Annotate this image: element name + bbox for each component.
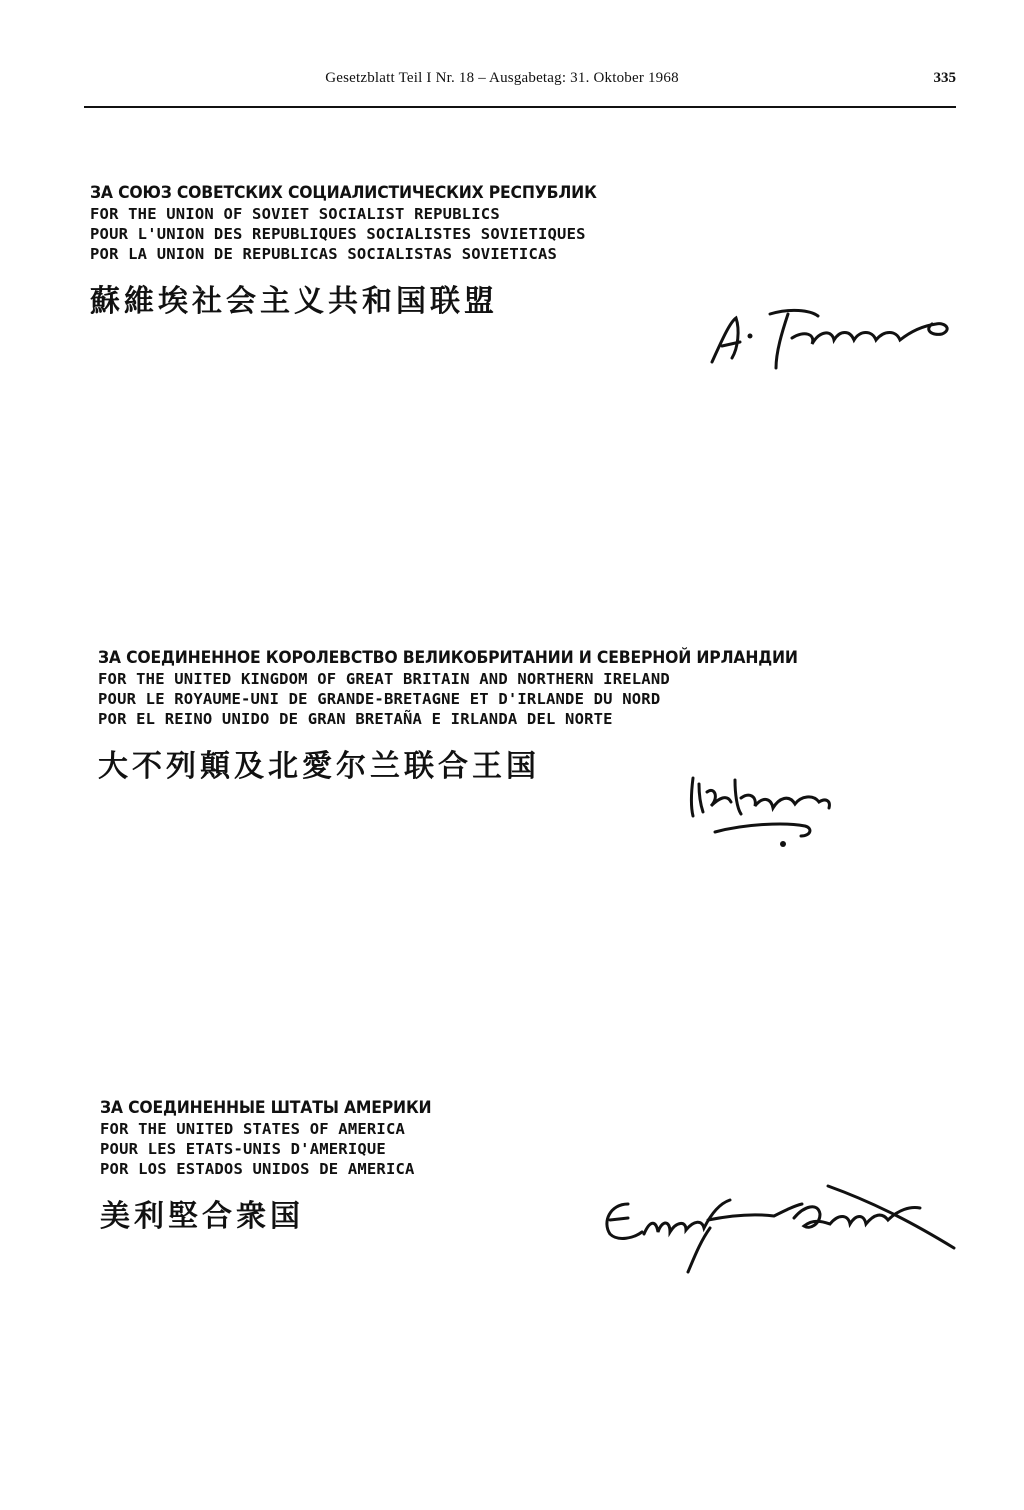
block-line-french: POUR LE ROYAUME-UNI DE GRANDE-BRETAGNE ET D'IRLANDE DU NORD [98, 690, 661, 708]
block-line-english: FOR THE UNITED KINGDOM OF GREAT BRITAIN AND NORTHERN IRELAND [98, 670, 670, 688]
block-line-french: POUR L'UNION DES REPUBLIQUES SOCIALISTES SOVIETIQUES [90, 225, 586, 243]
block-line-french: POUR LES ETATS-UNIS D'AMERIQUE [100, 1140, 386, 1158]
page-number: 335 [933, 70, 956, 86]
block-line-russian: ЗА СОЮЗ СОВЕТСКИХ СОЦИАЛИСТИЧЕСКИХ РЕСПУБЛИК [90, 183, 597, 203]
signatory-block-usa [100, 1098, 460, 1235]
block-line-russian: ЗА СОЕДИНЕННОЕ КОРОЛЕВСТВО ВЕЛИКОБРИТАНИИ И СЕВЕРНОЙ ИРЛАНДИИ [98, 648, 798, 668]
signature-1 [700, 300, 960, 375]
block-line-spanish: POR LOS ESTADOS UNIDOS DE AMERICA [100, 1160, 415, 1178]
signatory-block-ussr [90, 183, 641, 320]
signature-3 [598, 1180, 968, 1280]
block-line-english: FOR THE UNION OF SOVIET SOCIALIST REPUBLICS [90, 205, 500, 223]
signature-2 [685, 768, 845, 853]
page-header [84, 60, 956, 108]
block-line-chinese: 大不列顛及北愛尔兰联合王国 [98, 749, 540, 784]
block-line-chinese: 蘇維埃社会主义共和国联盟 [90, 284, 498, 319]
header-title: Gesetzblatt Teil I Nr. 18 – Ausgabetag: 31. Oktober 1968 [325, 70, 679, 86]
block-line-spanish: POR LA UNION DE REPUBLICAS SOCIALISTAS SOVIETICAS [90, 245, 558, 263]
block-line-chinese: 美利堅合衆国 [100, 1199, 304, 1234]
block-line-russian: ЗА СОЕДИНЕННЫЕ ШТАТЫ АМЕРИКИ [100, 1098, 432, 1118]
signatory-block-uk [98, 648, 859, 785]
block-line-spanish: POR EL REINO UNIDO DE GRAN BRETAÑA E IRLANDA DEL NORTE [98, 710, 613, 728]
block-line-english: FOR THE UNITED STATES OF AMERICA [100, 1120, 406, 1138]
